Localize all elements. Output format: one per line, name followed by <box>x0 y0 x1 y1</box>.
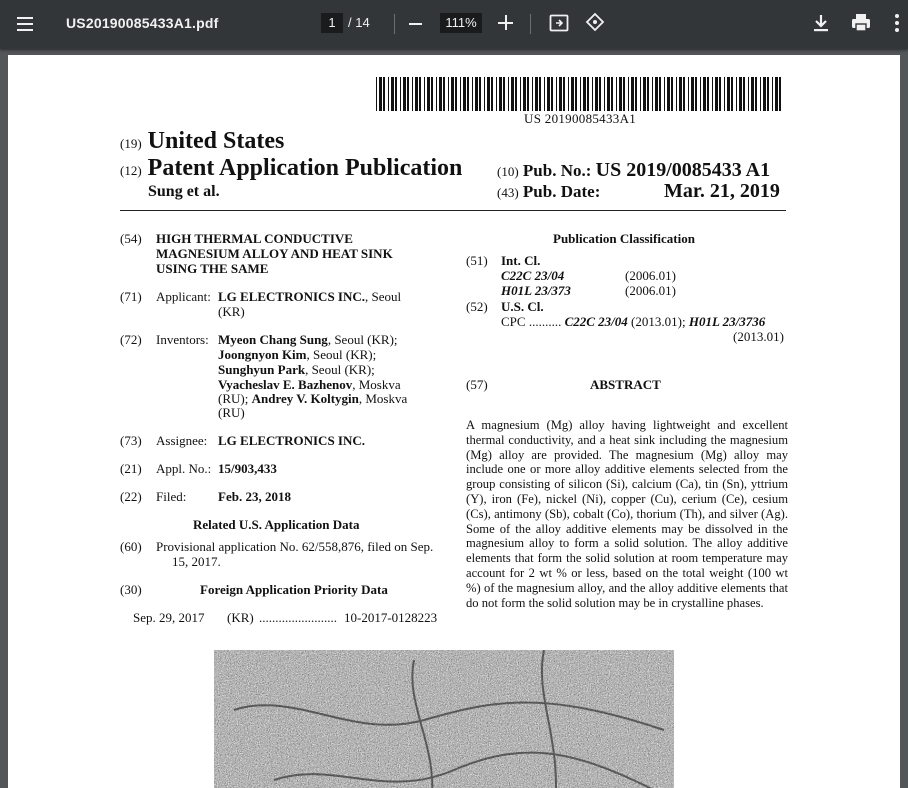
toolbar-divider <box>394 14 395 34</box>
field-tag: (52) <box>466 299 488 314</box>
page-total: / 14 <box>348 15 370 30</box>
zoom-level-input[interactable]: 111% <box>440 13 482 33</box>
inventor-name: Andrey V. Koltygin <box>251 391 359 406</box>
assignee-label: Assignee: <box>156 433 208 448</box>
inventor-line: (RU) <box>218 405 245 420</box>
menu-icon[interactable] <box>14 13 36 35</box>
appl-no-value: 15/903,433 <box>218 461 277 476</box>
abstract-heading: ABSTRACT <box>590 377 661 392</box>
inventors-label: Inventors: <box>156 332 209 347</box>
pub-number-value: US 2019/0085433 A1 <box>595 159 771 181</box>
int-cl-label: Int. Cl. <box>501 253 541 268</box>
foreign-priority-heading: Foreign Application Priority Data <box>200 582 388 597</box>
pub-number-label: Pub. No.: <box>522 161 592 180</box>
barcode <box>376 77 786 111</box>
filed-value: Feb. 23, 2018 <box>218 489 291 504</box>
pub-date-label-text: Pub. Date: <box>522 182 601 201</box>
more-icon[interactable] <box>886 12 908 34</box>
priority-country: (KR) <box>227 610 254 625</box>
file-title: US20190085433A1.pdf <box>66 15 219 31</box>
field-tag: (19) <box>120 136 142 151</box>
inventor-name: Vyacheslav E. Bazhenov <box>218 377 353 392</box>
applicant-label: Applicant: <box>156 289 211 304</box>
cpc-code: C22C 23/04 <box>564 314 628 329</box>
provisional-line: 15, 2017. <box>172 554 221 569</box>
inventor-name: Joongnyon Kim <box>218 347 307 362</box>
country-name: United States <box>147 128 285 154</box>
cpc-date: (2013.01) <box>733 329 784 344</box>
toolbar-divider <box>530 14 531 34</box>
int-cl-code: C22C 23/04 <box>501 268 565 283</box>
title-line: MAGNESIUM ALLOY AND HEAT SINK <box>156 246 393 261</box>
pdf-toolbar <box>0 0 908 49</box>
first-inventor: Sung et al. <box>148 183 220 200</box>
inventor-location: (RU); <box>218 391 252 406</box>
field-tag: (60) <box>120 539 142 554</box>
inventor-line <box>218 347 376 362</box>
field-tag: (10) <box>497 164 519 179</box>
download-icon[interactable] <box>810 12 832 34</box>
field-tag: (21) <box>120 461 142 476</box>
pdf-page <box>8 55 900 788</box>
filed-label: Filed: <box>156 489 187 504</box>
field-tag: (57) <box>466 377 488 392</box>
title-line: HIGH THERMAL CONDUCTIVE <box>156 231 353 246</box>
cpc-date: (2013.01); <box>627 314 689 329</box>
inventor-name: Myeon Chang Sung <box>218 332 328 347</box>
cpc-line <box>501 314 765 329</box>
title-line: USING THE SAME <box>156 261 269 276</box>
fit-page-icon[interactable] <box>548 12 570 34</box>
field-tag: (73) <box>120 433 142 448</box>
inventor-line <box>218 377 401 392</box>
inventor-location: , Seoul (KR); <box>306 347 377 362</box>
field-tag: (30) <box>120 582 142 597</box>
pub-date-value: Mar. 21, 2019 <box>664 180 780 202</box>
print-icon[interactable] <box>850 12 872 34</box>
field-tag: (43) <box>497 185 519 200</box>
related-data-heading: Related U.S. Application Data <box>193 517 360 532</box>
pub-date-label <box>497 182 600 202</box>
barcode-number: US 20190085433A1 <box>524 111 637 126</box>
inventor-location: , Seoul (KR); <box>327 332 398 347</box>
header-divider <box>120 210 786 211</box>
assignee-value: LG ELECTRONICS INC. <box>218 433 366 448</box>
applicant-line <box>218 289 401 304</box>
zoom-out-icon[interactable] <box>409 23 422 25</box>
priority-leader-dots: ........................ <box>259 610 337 625</box>
appl-no-label: Appl. No.: <box>156 461 212 476</box>
publication-type: Patent Application Publication <box>147 155 463 181</box>
priority-date: Sep. 29, 2017 <box>133 610 205 625</box>
cpc-code: H01L 23/3736 <box>688 314 766 329</box>
inventor-location: , Seoul (KR); <box>305 362 375 377</box>
priority-number: 10-2017-0128223 <box>344 610 438 625</box>
provisional-line: Provisional application No. 62/558,876, filed on Sep. <box>156 539 434 554</box>
int-cl-date: (2006.01) <box>625 283 676 298</box>
micrograph-figure <box>214 650 674 788</box>
zoom-in-icon[interactable] <box>498 15 514 31</box>
field-tag: (71) <box>120 289 142 304</box>
us-cl-label: U.S. Cl. <box>501 299 544 314</box>
int-cl-date: (2006.01) <box>625 268 676 283</box>
field-tag: (72) <box>120 332 142 347</box>
inventor-line <box>218 332 398 347</box>
classification-heading: Publication Classification <box>553 231 695 246</box>
int-cl-code: H01L 23/373 <box>501 283 571 298</box>
rotate-icon[interactable] <box>584 11 606 33</box>
page-number-input[interactable]: 1 <box>321 13 343 33</box>
field-tag: (51) <box>466 253 488 268</box>
applicant-name: LG ELECTRONICS INC. <box>218 289 366 304</box>
inventor-line <box>218 362 375 377</box>
abstract-text: A magnesium (Mg) alloy having lightweight and excellent thermal conductivity, and a heat sink including the magnesium (Mg) alloy are provided. The magnesium (Mg) alloy may include one or more alloy additive elements selected from the group consisting of silicon (Si), calcium (Ca), tin (Sn), yttrium (Y), iron (Fe), nickel (Ni), copper (Cu), cerium (Ce), cesium (Cs), antimony (Sb), cobalt (Co), thorium (Th), and silver (Ag). Some of the alloy additive elements may be dissolved in the magnesium alloy to form a solid solution. The alloy additive elements that form the solid solution at room temperature may account for 2 wt % or less, based on the total weight (100 wt %) of the magnesium alloy, and the alloy additive elements that do not form the solid solution may be in crystalline phases. <box>466 418 788 610</box>
field-tag: (22) <box>120 489 142 504</box>
field-tag: (54) <box>120 231 142 246</box>
inventor-location: , Moskva <box>358 391 408 406</box>
cpc-leader-dots: .......... <box>528 314 562 329</box>
cpc-label: CPC <box>501 314 526 329</box>
inventor-name: Sunghyun Park <box>218 362 306 377</box>
applicant-location: , Seoul <box>365 289 402 304</box>
applicant-location-line2: (KR) <box>218 304 245 319</box>
inventor-location: , Moskva <box>352 377 401 392</box>
inventor-line <box>218 391 407 406</box>
publication-type-heading <box>120 155 462 182</box>
pub-number <box>497 159 770 182</box>
country-heading <box>120 128 284 155</box>
field-tag: (12) <box>120 163 142 178</box>
